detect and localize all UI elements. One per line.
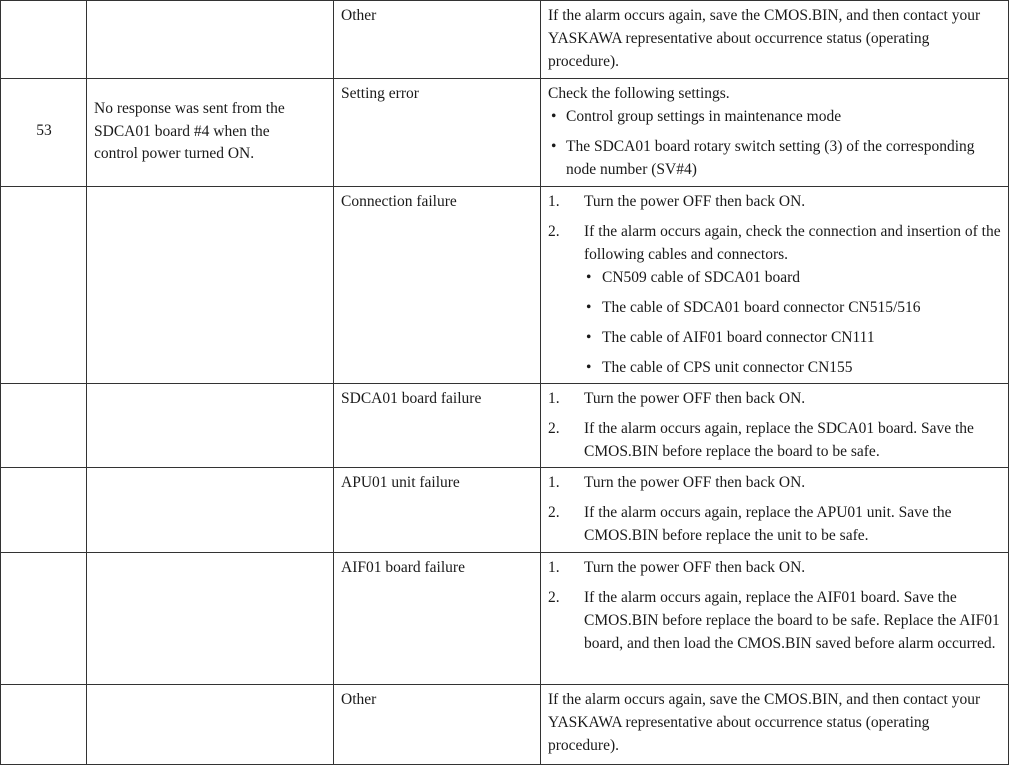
step-item: [548, 501, 1002, 547]
cause-label: Setting error: [341, 85, 419, 102]
cause-label: Other: [341, 7, 377, 24]
table-row: [1, 468, 1009, 553]
list-item: • The SDCA01 board rotary switch setting (3) of the corresponding node number (SV#4): [548, 135, 1002, 181]
remedy-cell: [541, 553, 1009, 685]
remedy-cell: [541, 187, 1009, 384]
description-cell: [87, 1, 334, 79]
remedy-text: If the alarm occurs again, save the CMOS.BIN, and then contact your YASKAWA representative about occurrence status (operating procedure).: [548, 691, 981, 754]
alarm-number-cell: [1, 1, 87, 79]
step-text: If the alarm occurs again, replace the AIF01 board. Save the CMOS.BIN before replace the board to be safe. Replace the AIF01 board, and then load the CMOS.BIN saved before alarm occurred.: [584, 589, 1000, 652]
remedy-steps: [548, 190, 1002, 379]
description-cell: [87, 553, 334, 685]
cause-label: Connection failure: [341, 193, 457, 210]
step-item: [548, 556, 1002, 579]
alarm-number-cell: [1, 553, 87, 685]
step-item: [548, 190, 1002, 213]
list-item: • The cable of SDCA01 board connector CN515/516: [584, 296, 1002, 319]
cause-cell: [334, 79, 541, 187]
connector-list: [584, 266, 1002, 379]
cause-cell: [334, 187, 541, 384]
alarm-number-cell: [1, 384, 87, 468]
step-text: If the alarm occurs again, check the connection and insertion of the following cables and connectors.: [584, 223, 1001, 263]
remedy-steps: [548, 556, 1002, 655]
remedy-cell: [541, 685, 1009, 765]
remedy-text: If the alarm occurs again, save the CMOS.BIN, and then contact your YASKAWA representative about occurrence status (operating procedure).: [548, 7, 981, 70]
description-cell: [87, 79, 334, 187]
alarm-number-cell: [1, 685, 87, 765]
table-row: [1, 553, 1009, 685]
description-cell: [87, 468, 334, 553]
step-item: [548, 417, 1002, 463]
list-item: • The cable of AIF01 board connector CN111: [584, 326, 1002, 349]
table-row: [1, 1, 1009, 79]
cause-label: Other: [341, 691, 377, 708]
cause-cell: [334, 685, 541, 765]
cause-cell: [334, 468, 541, 553]
description-cell: [87, 384, 334, 468]
alarm-number: 53: [36, 122, 52, 139]
alarm-number-cell: [1, 468, 87, 553]
step-item: [548, 387, 1002, 410]
list-item: • CN509 cable of SDCA01 board: [584, 266, 1002, 289]
cause-cell: [334, 1, 541, 79]
step-number: 2.: [548, 504, 560, 521]
remedy-intro: Check the following settings.: [548, 85, 730, 102]
remedy-cell: [541, 1, 1009, 79]
remedy-steps: [548, 471, 1002, 547]
cause-label: APU01 unit failure: [341, 474, 460, 491]
remedy-cell: [541, 468, 1009, 553]
cause-label: SDCA01 board failure: [341, 390, 482, 407]
step-number: 2.: [548, 223, 560, 240]
table-row: [1, 79, 1009, 187]
cause-cell: [334, 553, 541, 685]
step-number: 1.: [548, 390, 560, 407]
step-item: [548, 586, 1002, 655]
alarm-description: No response was sent from the SDCA01 board #4 when the control power turned ON.: [94, 100, 285, 163]
step-item: [548, 220, 1002, 379]
list-item: • The cable of CPS unit connector CN155: [584, 356, 1002, 379]
step-text: If the alarm occurs again, replace the APU01 unit. Save the CMOS.BIN before replace the unit to be safe.: [584, 504, 952, 544]
step-number: 1.: [548, 193, 560, 210]
settings-list: [548, 105, 1002, 181]
step-text: Turn the power OFF then back ON.: [584, 559, 806, 576]
step-text: If the alarm occurs again, replace the SDCA01 board. Save the CMOS.BIN before replace the board to be safe.: [584, 420, 974, 460]
alarm-number-cell: [1, 187, 87, 384]
table-row: [1, 384, 1009, 468]
description-cell: [87, 685, 334, 765]
remedy-cell: [541, 79, 1009, 187]
table-row: [1, 187, 1009, 384]
step-text: Turn the power OFF then back ON.: [584, 474, 806, 491]
step-number: 1.: [548, 559, 560, 576]
step-text: Turn the power OFF then back ON.: [584, 193, 806, 210]
remedy-cell: [541, 384, 1009, 468]
step-number: 1.: [548, 474, 560, 491]
table-row: [1, 685, 1009, 765]
remedy-steps: [548, 387, 1002, 463]
cause-cell: [334, 384, 541, 468]
step-number: 2.: [548, 589, 560, 606]
description-cell: [87, 187, 334, 384]
cause-label: AIF01 board failure: [341, 559, 465, 576]
list-item: • Control group settings in maintenance mode: [548, 105, 1002, 128]
step-number: 2.: [548, 420, 560, 437]
step-text: Turn the power OFF then back ON.: [584, 390, 806, 407]
alarm-number-cell: [1, 79, 87, 187]
step-item: [548, 471, 1002, 494]
